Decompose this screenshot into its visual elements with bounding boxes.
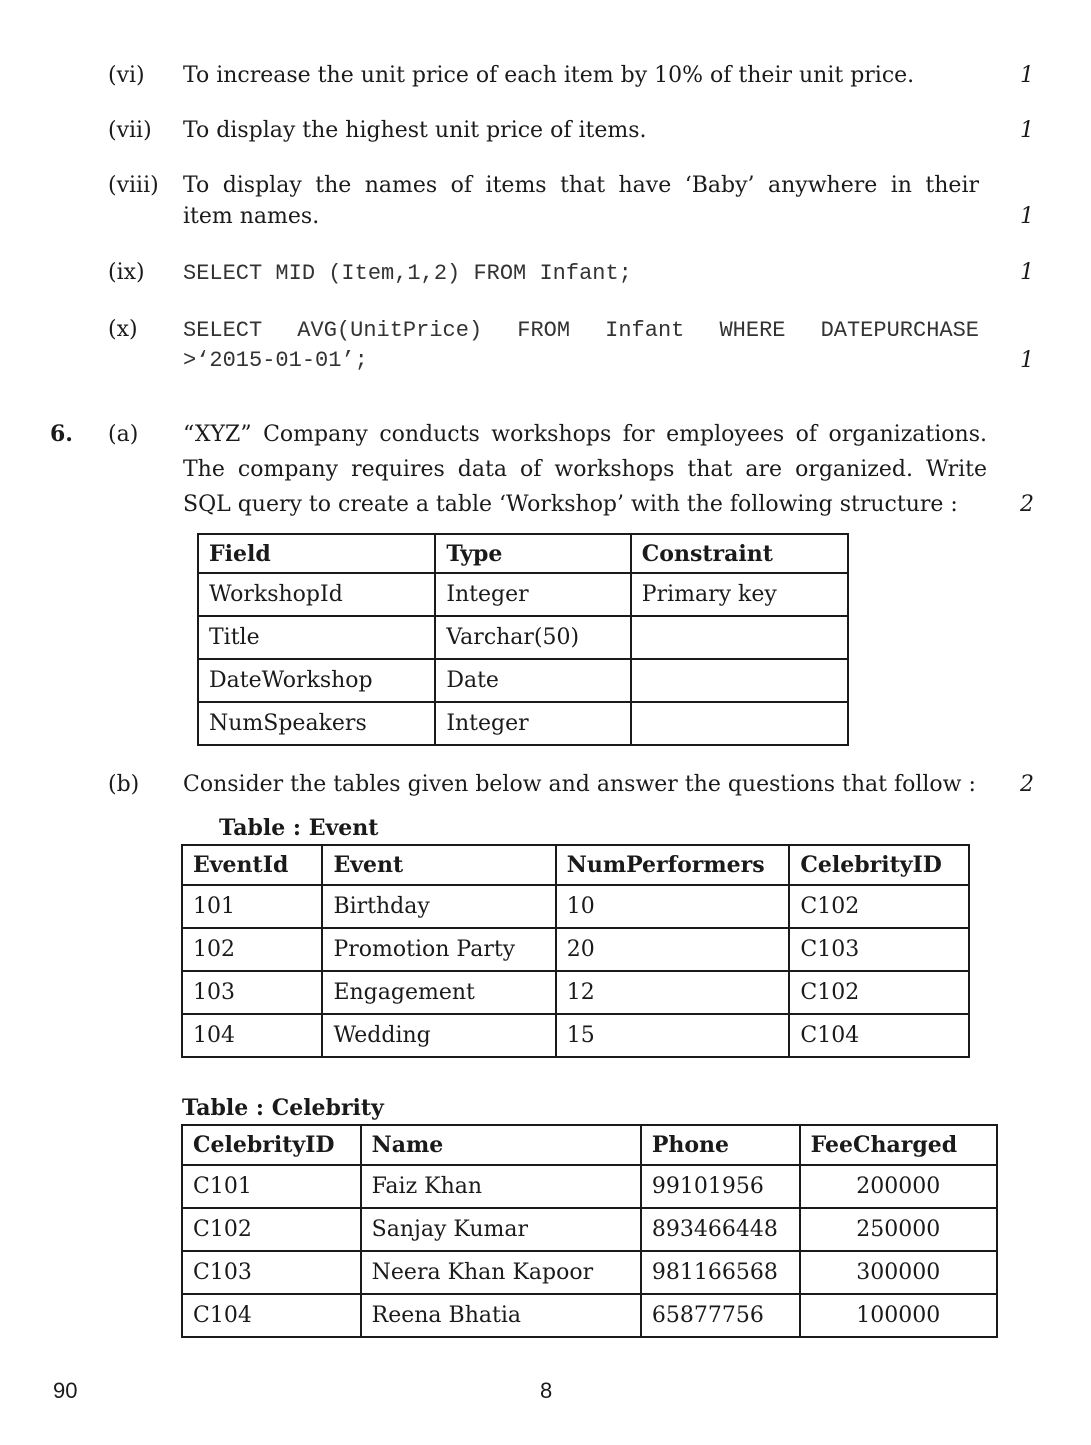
table-cell: 15 bbox=[556, 1014, 790, 1057]
table-header-cell: Event bbox=[322, 845, 555, 885]
sql-code: SELECT AVG(UnitPrice) FROM Infant WHERE DATEPURCHASE bbox=[183, 318, 979, 343]
table-row bbox=[182, 971, 969, 1014]
table-cell: Date bbox=[435, 659, 630, 702]
table-cell: C103 bbox=[182, 1251, 361, 1294]
table-cell: WorkshopId bbox=[198, 573, 435, 616]
item-marks: 1 bbox=[1020, 348, 1034, 373]
table-header-cell: Field bbox=[198, 534, 435, 573]
item-number: (vi) bbox=[108, 63, 145, 88]
table-header-cell: Type bbox=[435, 534, 630, 573]
item-number: (vii) bbox=[108, 118, 152, 143]
question-marks: 2 bbox=[1020, 492, 1034, 517]
item-marks: 1 bbox=[1020, 204, 1034, 229]
table-cell bbox=[631, 659, 848, 702]
table-cell: Varchar(50) bbox=[435, 616, 630, 659]
question-text: Consider the tables given below and answer the questions that follow : bbox=[183, 772, 976, 797]
table-cell: DateWorkshop bbox=[198, 659, 435, 702]
table-row bbox=[198, 573, 848, 616]
table-caption: Table : Event bbox=[219, 815, 379, 841]
table-cell: 300000 bbox=[800, 1251, 997, 1294]
table-cell: C102 bbox=[182, 1208, 361, 1251]
item-text: To display the highest unit price of items. bbox=[183, 118, 647, 143]
table-cell bbox=[631, 616, 848, 659]
table-header-cell: EventId bbox=[182, 845, 322, 885]
sql-code: SELECT MID (Item,1,2) FROM Infant; bbox=[183, 261, 632, 286]
question-text: The company requires data of workshops that are organized. Write bbox=[183, 457, 987, 482]
question-text: “XYZ” Company conducts workshops for employees of organizations. bbox=[183, 422, 987, 447]
table-header-row bbox=[182, 1125, 997, 1165]
table-cell: 981166568 bbox=[641, 1251, 800, 1294]
sql-code: >‘2015-01-01’; bbox=[183, 348, 368, 373]
table-cell: 20 bbox=[556, 928, 790, 971]
item-marks: 1 bbox=[1020, 260, 1034, 285]
table-header-row bbox=[198, 534, 848, 573]
table-cell: 65877756 bbox=[641, 1294, 800, 1337]
item-number: (viii) bbox=[108, 173, 159, 198]
item-text: item names. bbox=[183, 204, 320, 229]
question-number: 6. bbox=[50, 421, 73, 447]
celebrity-table bbox=[181, 1124, 998, 1338]
table-cell bbox=[631, 702, 848, 745]
table-cell: Faiz Khan bbox=[361, 1165, 641, 1208]
table-cell: Neera Khan Kapoor bbox=[361, 1251, 641, 1294]
table-header-row bbox=[182, 845, 969, 885]
table-row bbox=[198, 616, 848, 659]
table-cell: C104 bbox=[789, 1014, 969, 1057]
table-cell: 12 bbox=[556, 971, 790, 1014]
table-cell: Title bbox=[198, 616, 435, 659]
table-row bbox=[182, 1165, 997, 1208]
table-cell: 102 bbox=[182, 928, 322, 971]
table-cell: Promotion Party bbox=[322, 928, 555, 971]
table-row bbox=[182, 1294, 997, 1337]
table-cell: 10 bbox=[556, 885, 790, 928]
part-label: (b) bbox=[108, 772, 140, 797]
table-row bbox=[198, 702, 848, 745]
workshop-structure-table bbox=[197, 533, 849, 746]
table-row bbox=[182, 1014, 969, 1057]
table-cell: 250000 bbox=[800, 1208, 997, 1251]
table-row bbox=[182, 885, 969, 928]
table-cell: Wedding bbox=[322, 1014, 555, 1057]
table-cell: Primary key bbox=[631, 573, 848, 616]
item-marks: 1 bbox=[1020, 118, 1034, 143]
table-row bbox=[182, 1251, 997, 1294]
table-cell: Reena Bhatia bbox=[361, 1294, 641, 1337]
table-header-cell: Constraint bbox=[631, 534, 848, 573]
table-cell: 99101956 bbox=[641, 1165, 800, 1208]
item-number: (x) bbox=[108, 317, 138, 342]
table-row bbox=[198, 659, 848, 702]
table-cell: Engagement bbox=[322, 971, 555, 1014]
table-cell: 893466448 bbox=[641, 1208, 800, 1251]
table-cell: Birthday bbox=[322, 885, 555, 928]
table-row bbox=[182, 928, 969, 971]
table-header-cell: Phone bbox=[641, 1125, 800, 1165]
table-cell: 101 bbox=[182, 885, 322, 928]
page-number: 8 bbox=[540, 1378, 553, 1403]
table-header-cell: Name bbox=[361, 1125, 641, 1165]
table-cell: C104 bbox=[182, 1294, 361, 1337]
table-cell: 200000 bbox=[800, 1165, 997, 1208]
item-text: To increase the unit price of each item by 10% of their unit price. bbox=[183, 63, 915, 88]
item-number: (ix) bbox=[108, 260, 145, 285]
paper-code: 90 bbox=[53, 1378, 78, 1403]
table-header-cell: CelebrityID bbox=[789, 845, 969, 885]
table-cell: Integer bbox=[435, 573, 630, 616]
table-header-cell: CelebrityID bbox=[182, 1125, 361, 1165]
item-text: To display the names of items that have ‘Baby’ anywhere in their bbox=[183, 173, 979, 198]
table-row bbox=[182, 1208, 997, 1251]
table-header-cell: NumPerformers bbox=[556, 845, 790, 885]
item-marks: 1 bbox=[1020, 63, 1034, 88]
table-cell: 100000 bbox=[800, 1294, 997, 1337]
table-header-cell: FeeCharged bbox=[800, 1125, 997, 1165]
table-caption: Table : Celebrity bbox=[182, 1095, 384, 1121]
part-label: (a) bbox=[108, 422, 139, 447]
table-cell: NumSpeakers bbox=[198, 702, 435, 745]
table-cell: 103 bbox=[182, 971, 322, 1014]
table-cell: C103 bbox=[789, 928, 969, 971]
table-cell: Integer bbox=[435, 702, 630, 745]
event-table bbox=[181, 844, 970, 1058]
question-text: SQL query to create a table ‘Workshop’ with the following structure : bbox=[183, 492, 958, 517]
table-cell: C101 bbox=[182, 1165, 361, 1208]
question-marks: 2 bbox=[1020, 772, 1034, 797]
table-cell: C102 bbox=[789, 885, 969, 928]
table-cell: Sanjay Kumar bbox=[361, 1208, 641, 1251]
table-cell: 104 bbox=[182, 1014, 322, 1057]
table-cell: C102 bbox=[789, 971, 969, 1014]
